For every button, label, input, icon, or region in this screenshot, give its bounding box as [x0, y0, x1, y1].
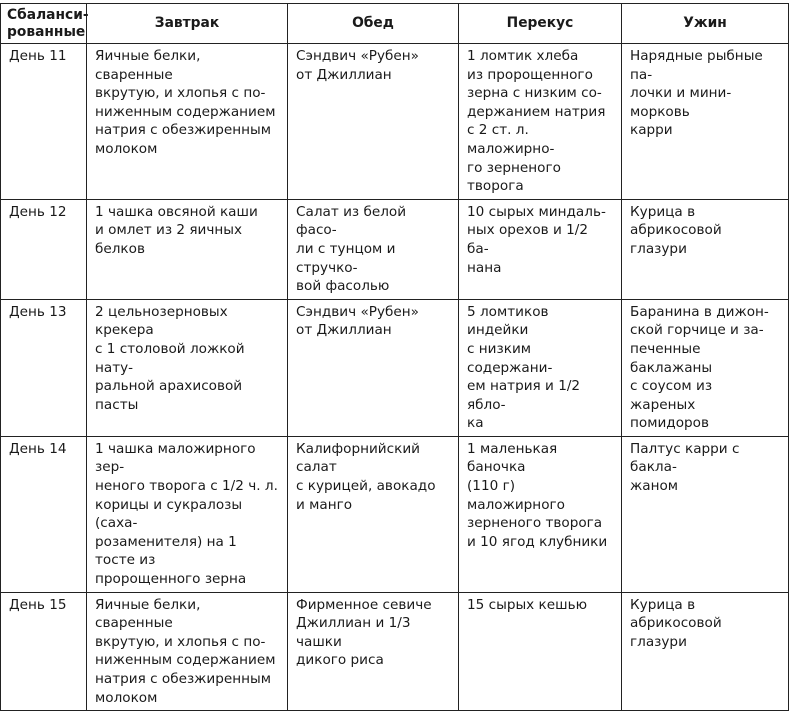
lunch-cell: Салат из белой фасо- ли с тунцом и стручко- вой фасолью — [288, 199, 459, 299]
snack-cell: 1 маленькая баночка (110 г) маложирного зерненого творога и 10 ягод клубники — [459, 436, 622, 592]
breakfast-cell: Яичные белки, сваренные вкрутую, и хлопья с по- ниженным содержанием натрия с обезжиренным молоком — [87, 592, 288, 711]
breakfast-cell: 1 чашка маложирного зер- неного творога с 1/2 ч. л. корицы и сукралозы (саха- розаменителя) на 1 тосте из пророщенного зерна — [87, 436, 288, 592]
header-snack: Перекус — [459, 4, 622, 44]
header-breakfast: Завтрак — [87, 4, 288, 44]
snack-cell: 5 ломтиков индейки с низким содержани- ем натрия и 1/2 ябло- ка — [459, 299, 622, 436]
day-cell: День 12 — [1, 199, 87, 299]
day-cell: День 15 — [1, 592, 87, 711]
meal-plan-table-wrapper — [0, 3, 790, 711]
header-row — [1, 4, 789, 44]
header-dinner: Ужин — [622, 4, 789, 44]
lunch-cell: Фирменное севиче Джиллиан и 1/3 чашки дикого риса — [288, 592, 459, 711]
day-cell: День 11 — [1, 44, 87, 200]
dinner-cell: Нарядные рыбные па- лочки и мини-морковь карри — [622, 44, 789, 200]
dinner-cell: Курица в абрикосовой глазури — [622, 199, 789, 299]
dinner-cell: Баранина в дижон- ской горчице и за- печенные баклажаны с соусом из жареных помидоров — [622, 299, 789, 436]
snack-cell: 15 сырых кешью — [459, 592, 622, 711]
meal-plan-table — [0, 3, 789, 711]
table-row — [1, 436, 789, 592]
table-row — [1, 44, 789, 200]
lunch-cell: Сэндвич «Рубен» от Джиллиан — [288, 299, 459, 436]
lunch-cell: Сэндвич «Рубен» от Джиллиан — [288, 44, 459, 200]
snack-cell: 1 ломтик хлеба из пророщенного зерна с низким со- держанием натрия с 2 ст. л. маложирно- го зерненого творога — [459, 44, 622, 200]
table-row — [1, 592, 789, 711]
breakfast-cell: 2 цельнозерновых крекера с 1 столовой ложкой нату- ральной арахисовой пасты — [87, 299, 288, 436]
table-row — [1, 299, 789, 436]
header-day: Сбаланси- рованные — [1, 4, 87, 44]
dinner-cell: Палтус карри с бакла- жаном — [622, 436, 789, 592]
dinner-cell: Курица в абрикосовой глазури — [622, 592, 789, 711]
table-row — [1, 199, 789, 299]
breakfast-cell: 1 чашка овсяной каши и омлет из 2 яичных белков — [87, 199, 288, 299]
snack-cell: 10 сырых миндаль- ных орехов и 1/2 ба- нана — [459, 199, 622, 299]
breakfast-cell: Яичные белки, сваренные вкрутую, и хлопья с по- ниженным содержанием натрия с обезжиренным молоком — [87, 44, 288, 200]
lunch-cell: Калифорнийский салат с курицей, авокадо и манго — [288, 436, 459, 592]
day-cell: День 14 — [1, 436, 87, 592]
header-lunch: Обед — [288, 4, 459, 44]
day-cell: День 13 — [1, 299, 87, 436]
